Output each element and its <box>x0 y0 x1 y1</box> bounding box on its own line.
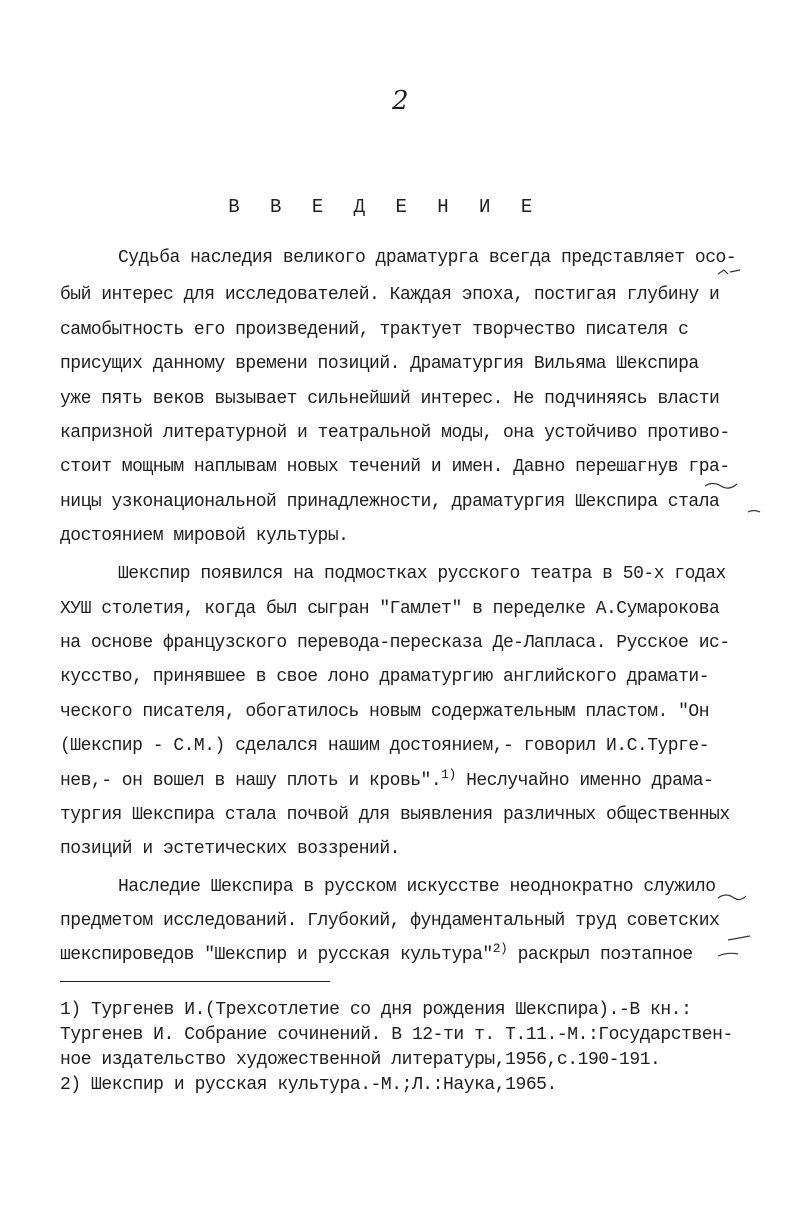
section-heading: В В Е Д Е Н И Е <box>228 196 542 218</box>
text-line: предметом исследований. Глубокий, фундаментальный труд советских <box>60 911 720 931</box>
text-line: ницы узконациональной принадлежности, драматургия Шекспира стала <box>60 492 720 512</box>
footnote-line: Тургенев И. Собрание сочинений. В 12-ти т. Т.11.-М.:Государствен- <box>60 1025 733 1045</box>
text-line: бый интерес для исследователей. Каждая эпоха, постигая глубину и <box>60 285 720 305</box>
text-line: ХУШ столетия, когда был сыгран "Гамлет" в переделке А.Сумарокова <box>60 599 720 619</box>
text-line: (Шекспир - С.М.) сделался нашим достоянием,- говорил И.С.Турге- <box>60 736 710 756</box>
text-line: Наследие Шекспира в русском искусстве неоднократно служило <box>118 877 716 897</box>
proof-mark <box>718 895 746 900</box>
text-line: шекспироведов "Шекспир и русская культура"$^{2)}$ раскрыл поэтапное <box>60 941 693 965</box>
proof-mark <box>718 270 740 274</box>
text-line: Шекспир появился на подмостках русского театра в 50-х годах <box>118 564 726 584</box>
footnote-divider <box>60 981 330 982</box>
footnote-line: ное издательство художественной литературы,1956,с.190-191. <box>60 1050 661 1070</box>
footnote-line: 1) Тургенев И.(Трехсотлетие со дня рождения Шекспира).-В кн.: <box>60 1000 692 1020</box>
footnote-line: 2) Шекспир и русская культура.-М.;Л.:Наука,1965. <box>60 1075 557 1095</box>
proof-mark <box>705 484 737 489</box>
text-line: позиций и эстетических воззрений. <box>60 839 400 859</box>
text-line: на основе французского перевода-пересказа Де-Лапласа. Русское ис- <box>60 633 730 653</box>
text-line: кусство, принявшее в свое лоно драматургию английского драмати- <box>60 667 710 687</box>
proof-mark <box>718 953 738 956</box>
footnote-ref-1: 1) <box>441 767 456 782</box>
text-line: ческого писателя, обогатилось новым содержательным пластом. "Он <box>60 702 710 722</box>
text-line: уже пять веков вызывает сильнейший интерес. Не подчиняясь власти <box>60 389 720 409</box>
text-line: стоит мощным наплывам новых течений и имен. Давно перешагнув гра- <box>60 457 730 477</box>
text-line: присущих данному времени позиций. Драматургия Вильяма Шекспира <box>60 354 699 374</box>
text-line: самобытность его произведений, трактует творчество писателя с <box>60 320 689 340</box>
text-line: тургия Шекспира стала почвой для выявления различных общественных <box>60 805 730 825</box>
text-line: нев,- он вошел в нашу плоть и кровь".$^{1)}$ Неслучайно именно драма- <box>60 767 714 791</box>
text-line: капризной литературной и театральной моды, она устойчиво противо- <box>60 423 730 443</box>
text-line: Судьба наследия великого драматурга всегда представляет осо- <box>118 248 737 268</box>
footnote-ref-2: 2) <box>492 941 508 956</box>
proof-mark <box>748 511 760 513</box>
page-number: 2 <box>392 86 409 116</box>
proof-mark <box>728 936 750 940</box>
text-line: достоянием мировой культуры. <box>60 526 349 546</box>
